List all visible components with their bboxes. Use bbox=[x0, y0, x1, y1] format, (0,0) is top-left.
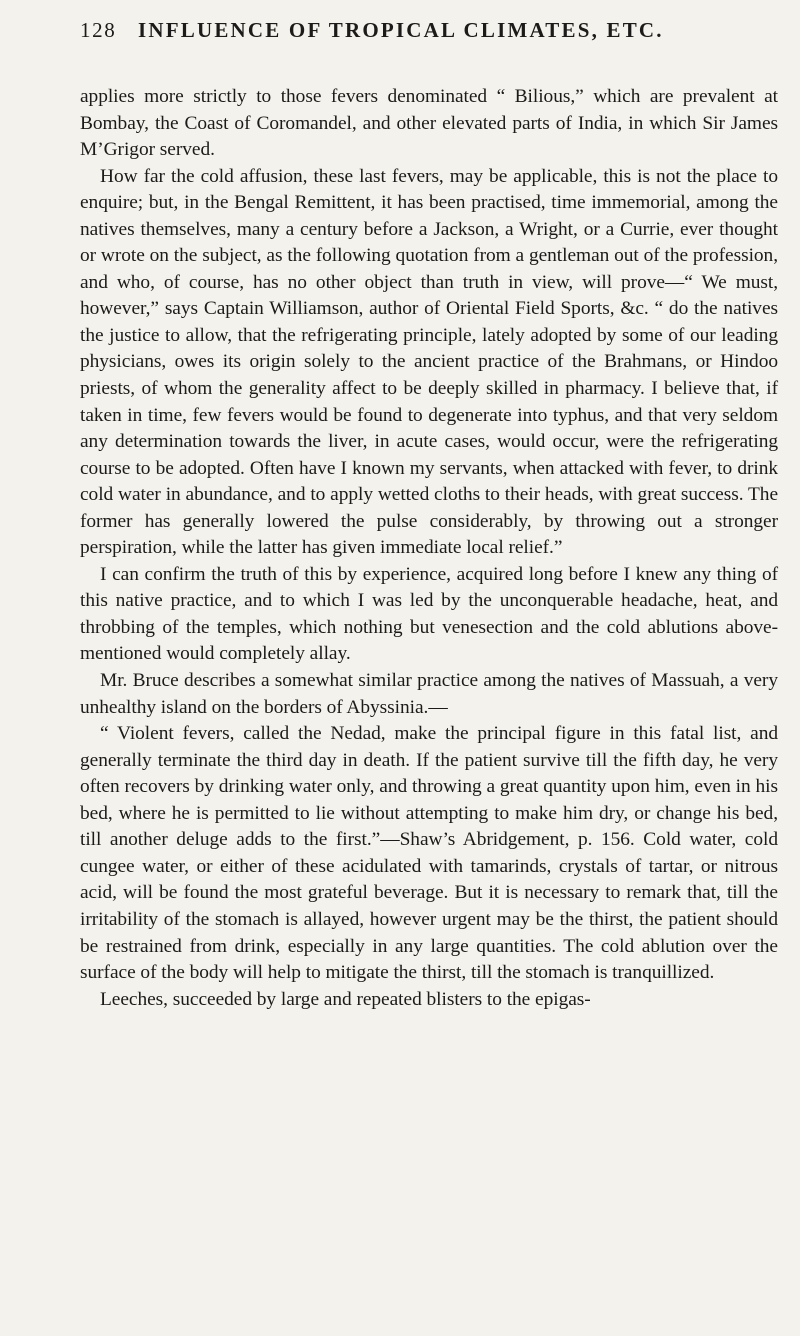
running-head bbox=[80, 18, 778, 58]
body-text bbox=[80, 84, 778, 1013]
paragraph: How far the cold affusion, these last fevers, may be applicable, this is not the place to enquire; but, in the Bengal Remittent, it has been practised, time immemorial, among the natives themselves, many a century before a Jackson, a Wright, or a Currie, ever thought or wrote on the subject, as the following quotation from a gentleman out of the profession, and who, of course, has no other object than truth in view, will prove—“ We must, however,” says Captain Williamson, author of Oriental Field Sports, &c. “ do the natives the justice to allow, that the refrigerating principle, lately adopted by some of our leading physicians, owes its origin solely to the ancient practice of the Brahmans, or Hindoo priests, of whom the generality affect to be deeply skilled in pharmacy. I believe that, if taken in time, few fevers would be found to degenerate into typhus, and that very seldom any determination towards the liver, in acute cases, would occur, were the refrigerating course to be adopted. Often have I known my servants, when attacked with fever, to drink cold water in abundance, and to apply wetted cloths to their heads, with great success. The former has generally lowered the pulse considerably, by throwing out a stronger perspiration, while the latter has given immediate local relief.” bbox=[80, 165, 778, 559]
paragraph: Mr. Bruce describes a somewhat similar practice among the natives of Massuah, a very unhealthy island on the borders of Abyssinia.— bbox=[80, 670, 778, 718]
paragraph: Leeches, succeeded by large and repeated blisters to the epigas- bbox=[100, 988, 591, 1010]
page-number: 128 bbox=[80, 18, 117, 42]
running-title: INFLUENCE OF TROPICAL CLIMATES, ETC. bbox=[138, 18, 664, 42]
paragraph: “ Violent fevers, called the Nedad, make the principal figure in this fatal list, and generally terminate the third day in death. If the patient survive till the fifth day, he very often recovers by drinking water only, and throwing a great quantity upon him, even in his bed, where he is permitted to lie without attempting to make him dry, or change his bed, till another deluge adds to the first.”—Shaw’s Abridgement, p. 156. Cold water, cold cungee water, or either of these acidulated with tamarinds, crystals of tartar, or nitrous acid, will be found the most grateful beverage. But it is necessary to remark that, till the irritability of the stomach is allayed, however urgent may be the thirst, the patient should be restrained from drink, especially in any large quantities. The cold ablution over the surface of the body will help to mitigate the thirst, till the stomach is tranquillized. bbox=[80, 723, 778, 984]
paragraph: applies more strictly to those fevers denominated “ Bilious,” which are prevalent at Bombay, the Coast of Coromandel, and other elevated parts of India, in which Sir James M’Grigor served. bbox=[80, 86, 778, 161]
paragraph: I can confirm the truth of this by experience, acquired long before I knew any thing of this native practice, and to which I was led by the unconquerable headache, heat, and throbbing of the temples, which nothing but venesection and the cold ablutions above-mentioned would completely allay. bbox=[80, 563, 778, 665]
